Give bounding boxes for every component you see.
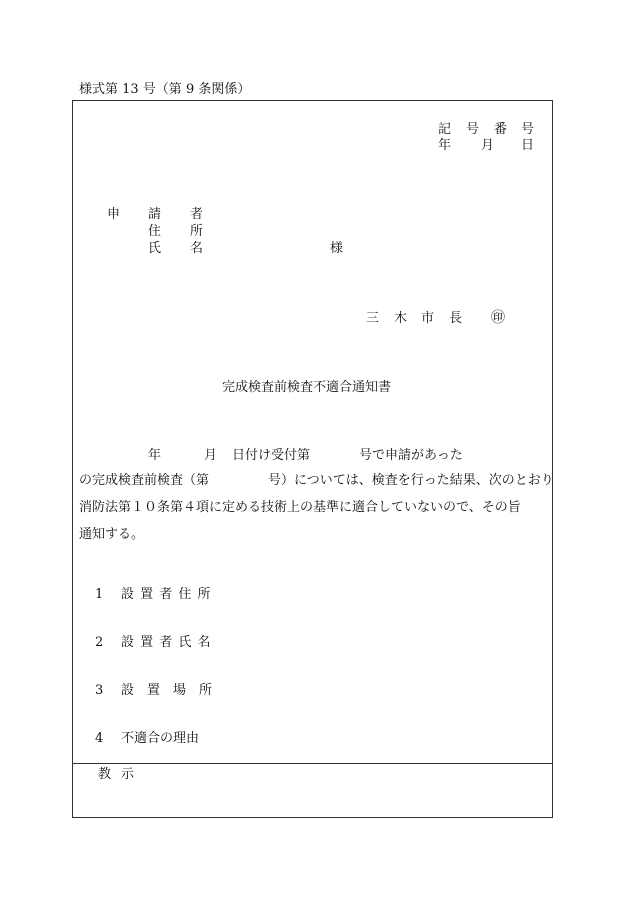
notice-char-1: 教 [98,767,112,782]
item-label-1: 設 置 者 住 所 [121,587,212,602]
applicant-char-1: 申 [107,207,121,222]
body-month: 月 [204,448,218,463]
body-line3: 消防法第１０条第４項に定める技術上の基準に適合していないので、その旨 [79,500,521,515]
item-number-3: 3 [95,683,104,698]
address-char-1: 住 [148,224,162,239]
applicant-char-3: 者 [190,207,204,222]
honorific: 様 [330,241,344,256]
seal-mark: ㊞ [491,310,505,326]
date-month: 月 [481,138,495,153]
item-label-3: 設 置 場 所 [121,683,213,698]
body-line2-start: の完成検査前検査（第 [79,473,210,488]
issuer-char-1: 三 [366,311,380,326]
issuer-char-2: 木 [394,311,408,326]
body-application: 号で申請があった [359,448,463,463]
name-char-2: 名 [190,241,204,256]
address-char-2: 所 [190,224,204,239]
body-year: 年 [148,448,162,463]
issuer-char-4: 長 [449,311,463,326]
date-day: 日 [521,138,535,153]
item-label-4: 不適合の理由 [121,731,200,746]
notice-char-2: 示 [121,767,135,782]
name-char-1: 氏 [148,241,162,256]
item-number-1: 1 [95,587,104,602]
document-title: 完成検査前検査不適合通知書 [222,380,392,395]
body-receipt: 日付け受付第 [232,448,311,463]
date-year: 年 [438,138,452,153]
body-line2-end: 号）については、検査を行った結果、次のとおり [268,473,554,488]
item-label-2: 設 置 者 氏 名 [121,635,212,650]
doc-number-char-4: 号 [521,122,535,137]
item-number-2: 2 [95,635,104,650]
doc-number-char-3: 番 [494,122,508,137]
form-frame [72,100,553,818]
issuer-char-3: 市 [421,311,435,326]
form-id: 様式第 13 号（第 9 条関係） [79,82,251,97]
body-line4: 通知する。 [79,527,145,542]
doc-number-char-2: 号 [466,122,480,137]
item-number-4: 4 [95,731,104,746]
notice-divider [72,763,553,764]
doc-number-char-1: 記 [438,122,452,137]
applicant-char-2: 請 [148,207,162,222]
